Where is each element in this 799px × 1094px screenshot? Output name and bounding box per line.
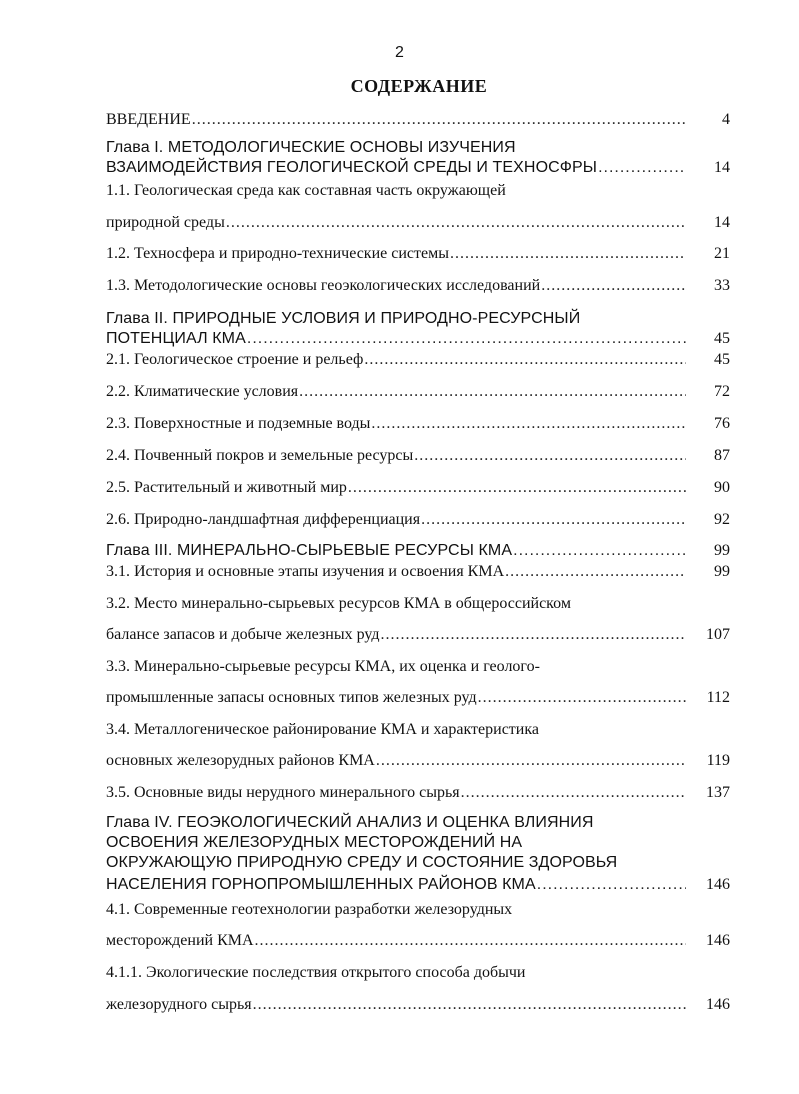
toc-page-number: 87 [714, 447, 730, 464]
toc-entry-text: 2.2. Климатические условия [106, 383, 299, 400]
toc-leader-dots [371, 414, 686, 434]
toc-page-number: 99 [714, 542, 730, 559]
toc-leader-dots [414, 446, 686, 466]
toc-leader-dots [255, 931, 686, 951]
toc-entry-text: месторождений КМА [106, 932, 254, 949]
toc-entry-line [106, 900, 706, 920]
toc-entry-text: 1.2. Техносфера и природно-технические системы [106, 245, 449, 262]
toc-entry-line [106, 931, 686, 951]
toc-entry-text: промышленные запасы основных типов железных руд [106, 689, 477, 706]
toc-leader-dots [247, 329, 686, 349]
toc-leader-dots [380, 625, 686, 645]
toc-entry-line [106, 510, 686, 530]
toc-page-number: 76 [714, 415, 730, 432]
toc-entry-line [106, 833, 706, 853]
toc-leader-dots [364, 350, 686, 370]
toc-entry-text: Глава IV. ГЕОЭКОЛОГИЧЕСКИЙ АНАЛИЗ И ОЦЕНКА ВЛИЯНИЯ [106, 814, 594, 831]
toc-page-number: 146 [706, 996, 730, 1013]
toc-entry-line [106, 276, 686, 296]
toc-entry-line [106, 853, 706, 873]
toc-leader-dots [253, 995, 686, 1015]
toc-entry-line [106, 995, 686, 1015]
toc-entry-line [106, 414, 686, 434]
toc-entry-line [106, 110, 686, 130]
toc-entry-line [106, 751, 686, 771]
toc-entry-text: 3.5. Основные виды нерудного минерального сырья [106, 784, 460, 801]
toc-leader-dots [450, 244, 686, 264]
toc-page-number: 72 [714, 383, 730, 400]
toc-page-number: 112 [706, 689, 730, 706]
toc-leader-dots [505, 562, 686, 582]
toc-entry-line [106, 720, 706, 740]
page-number: 2 [395, 44, 404, 61]
toc-entry-line [106, 213, 686, 233]
toc-leader-dots [541, 276, 686, 296]
toc-entry-text: 3.1. История и основные этапы изучения и освоения КМА [106, 563, 505, 580]
toc-page-number: 45 [714, 330, 730, 347]
toc-entry-line [106, 541, 686, 561]
toc-leader-dots [598, 158, 686, 178]
toc-entry-text: 2.5. Растительный и животный мир [106, 479, 347, 496]
toc-entry-text: 3.3. Минерально-сырьевые ресурсы КМА, их оценка и геолого- [106, 658, 540, 675]
toc-leader-dots [376, 751, 686, 771]
toc-page-number: 33 [714, 277, 730, 294]
toc-entry-text: Глава III. МИНЕРАЛЬНО-СЫРЬЕВЫЕ РЕСУРСЫ КМА [106, 542, 513, 559]
toc-entry-line [106, 138, 706, 158]
toc-entry-text: железорудного сырья [106, 996, 252, 1013]
toc-entry-text: ПОТЕНЦИАЛ КМА [106, 330, 246, 347]
toc-entry-line [106, 875, 686, 895]
toc-entry-text: Глава I. МЕТОДОЛОГИЧЕСКИЕ ОСНОВЫ ИЗУЧЕНИЯ [106, 139, 516, 156]
toc-entry-line [106, 350, 686, 370]
toc-page-number: 146 [706, 876, 730, 893]
toc-entry-line [106, 158, 686, 178]
toc-page-number: 119 [706, 752, 730, 769]
toc-entry-line [106, 446, 686, 466]
toc-entry-line [106, 688, 686, 708]
toc-entry-text: 1.1. Геологическая среда как составная часть окружающей [106, 182, 506, 199]
toc-page-number: 4 [722, 111, 730, 128]
toc-entry-line [106, 562, 686, 582]
toc-page-number: 14 [714, 214, 730, 231]
toc-entry-text: 4.1.1. Экологические последствия открытого способа добычи [106, 964, 526, 981]
toc-entry-text: НАСЕЛЕНИЯ ГОРНОПРОМЫШЛЕННЫХ РАЙОНОВ КМА [106, 876, 536, 893]
toc-entry-text: 4.1. Современные геотехнологии разработки железорудных [106, 901, 513, 918]
toc-page-number: 146 [706, 932, 730, 949]
toc-entry-text: ВЗАИМОДЕЙСТВИЯ ГЕОЛОГИЧЕСКОЙ СРЕДЫ И ТЕХНОСФРЫ [106, 159, 598, 176]
toc-leader-dots [421, 510, 686, 530]
toc-entry-line [106, 783, 686, 803]
toc-entry-line [106, 813, 706, 833]
toc-page-number: 107 [706, 626, 730, 643]
toc-entry-text: Глава II. ПРИРОДНЫЕ УСЛОВИЯ И ПРИРОДНО-РЕСУРСНЫЙ [106, 310, 581, 327]
toc-page-number: 92 [714, 511, 730, 528]
toc-entry-text: 2.1. Геологическое строение и рельеф [106, 351, 364, 368]
toc-entry-text: балансе запасов и добыче железных руд [106, 626, 380, 643]
toc-page-number: 45 [714, 351, 730, 368]
toc-entry-line [106, 181, 706, 201]
toc-entry-text: 2.4. Почвенный покров и земельные ресурсы [106, 447, 414, 464]
toc-entry-text: ОКРУЖАЮЩУЮ ПРИРОДНУЮ СРЕДУ И СОСТОЯНИЕ ЗДОРОВЬЯ [106, 854, 618, 871]
toc-entry-text: 1.3. Методологические основы геоэкологических исследований [106, 277, 541, 294]
toc-entry-text: ОСВОЕНИЯ ЖЕЛЕЗОРУДНЫХ МЕСТОРОЖДЕНИЙ НА [106, 834, 523, 851]
toc-leader-dots [348, 478, 686, 498]
toc-leader-dots [299, 382, 686, 402]
toc-entry-line [106, 478, 686, 498]
toc-page-number: 21 [714, 245, 730, 262]
toc-entry-line [106, 329, 686, 349]
toc-page-number: 90 [714, 479, 730, 496]
toc-page-number: 14 [714, 159, 730, 176]
toc-entry-line [106, 657, 706, 677]
toc-entry-text: 2.6. Природно-ландшафтная дифференциация [106, 511, 421, 528]
toc-entry-line [106, 963, 706, 983]
toc-entry-text: природной среды [106, 214, 225, 231]
toc-leader-dots [478, 688, 686, 708]
toc-entry-line [106, 382, 686, 402]
toc-entry-line [106, 594, 706, 614]
toc-leader-dots [537, 875, 686, 895]
toc-entry-text: 2.3. Поверхностные и подземные воды [106, 415, 371, 432]
toc-entry-text: ВВЕДЕНИЕ [106, 111, 191, 128]
toc-page-number: 137 [706, 784, 730, 801]
toc-leader-dots [192, 110, 686, 130]
toc-title: СОДЕРЖАНИЕ [350, 76, 488, 96]
toc-entry-text: 3.4. Металлогеническое районирование КМА и характеристика [106, 721, 539, 738]
toc-entry-line [106, 244, 686, 264]
toc-entry-line [106, 309, 706, 329]
toc-page-number: 99 [714, 563, 730, 580]
toc-leader-dots [461, 783, 686, 803]
toc-leader-dots [226, 213, 686, 233]
toc-entry-text: 3.2. Место минерально-сырьевых ресурсов КМА в общероссийском [106, 595, 571, 612]
toc-leader-dots [513, 541, 686, 561]
toc-entry-line [106, 625, 686, 645]
toc-entry-text: основных железорудных районов КМА [106, 752, 375, 769]
